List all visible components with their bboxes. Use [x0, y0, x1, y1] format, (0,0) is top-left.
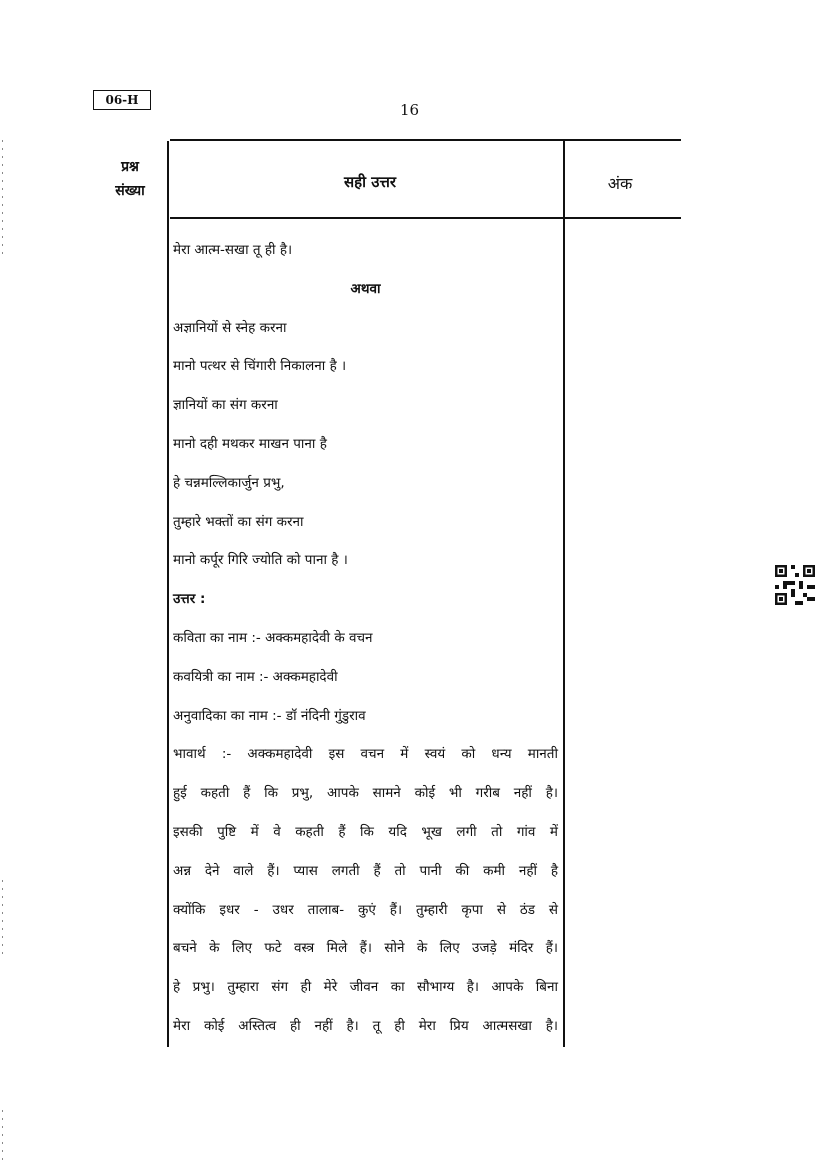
- table-header-rule: [170, 217, 681, 219]
- answer-line: मेरा कोई अस्तित्व ही नहीं है। तू ही मेरा प्रिय आत्मसखा है।: [173, 1017, 558, 1034]
- answer-line: मानो पत्थर से चिंगारी निकालना है ।: [173, 358, 347, 375]
- table-left-divider: [167, 141, 169, 1047]
- answer-line: क्योंकि इधर - उधर तालाब- कुएं हैं। तुम्हारी कृपा से ठंड से: [173, 901, 558, 918]
- answer-line: अथवा: [350, 280, 381, 297]
- answer-line: बचने के लिए फटे वस्त्र मिले हैं। सोने के लिए उजड़े मंदिर हैं।: [173, 940, 558, 957]
- marks-header: अंक: [607, 174, 633, 193]
- answer-line: अज्ञानियों से स्नेह करना: [173, 319, 287, 336]
- answer-header: सही उत्तर: [344, 173, 396, 191]
- answer-content: [173, 237, 558, 1052]
- answer-line: हुई कहती हैं कि प्रभु, आपके सामने कोई भी गरीब नहीं है।: [173, 785, 558, 802]
- margin-mark: [2, 1110, 3, 1160]
- answer-line: कविता का नाम :- अक्कमहादेवी के वचन: [173, 629, 373, 646]
- answer-line: ज्ञानियों का संग करना: [173, 397, 278, 414]
- answer-line: अन्न देने वाले हैं। प्यास लगती हैं तो पानी की कमी नहीं है: [173, 862, 558, 879]
- paper-code-box: 06-H: [93, 90, 151, 110]
- table-top-rule: [170, 139, 681, 141]
- margin-mark: [2, 880, 3, 960]
- page-number: 16: [400, 101, 420, 119]
- answer-line: हे प्रभु। तुम्हारा संग ही मेरे जीवन का सौभाग्य है। आपके बिना: [173, 979, 558, 996]
- answer-line: हे चन्नमल्लिकार्जुन प्रभु,: [173, 474, 285, 491]
- answer-line: मेरा आत्म-सखा तू ही है।: [173, 242, 293, 258]
- answer-line: उत्तर :: [173, 591, 206, 608]
- answer-line: मानो कर्पूर गिरि ज्योति को पाना है ।: [173, 552, 348, 569]
- question-label-line1: प्रश्न: [121, 159, 139, 175]
- answer-line: अनुवादिका का नाम :- डॉ नंदिनी गुंडुराव: [173, 707, 366, 724]
- qr-code-icon: [775, 565, 815, 605]
- answer-line: मानो दही मथकर माखन पाना है: [173, 435, 327, 452]
- margin-mark: [2, 140, 3, 260]
- question-number-header: [100, 155, 160, 203]
- answer-line: इसकी पुष्टि में वे कहती हैं कि यदि भूख लगी तो गांव में: [173, 823, 558, 840]
- answer-line: कवयित्री का नाम :- अक्कमहादेवी: [173, 668, 338, 685]
- answer-line: तुम्हारे भक्तों का संग करना: [173, 513, 304, 530]
- table-right-divider: [563, 141, 565, 1047]
- answer-line: भावार्थ :- अक्कमहादेवी इस वचन में स्वयं को धन्य मानती: [173, 746, 558, 763]
- question-label-line2: संख्या: [115, 183, 145, 199]
